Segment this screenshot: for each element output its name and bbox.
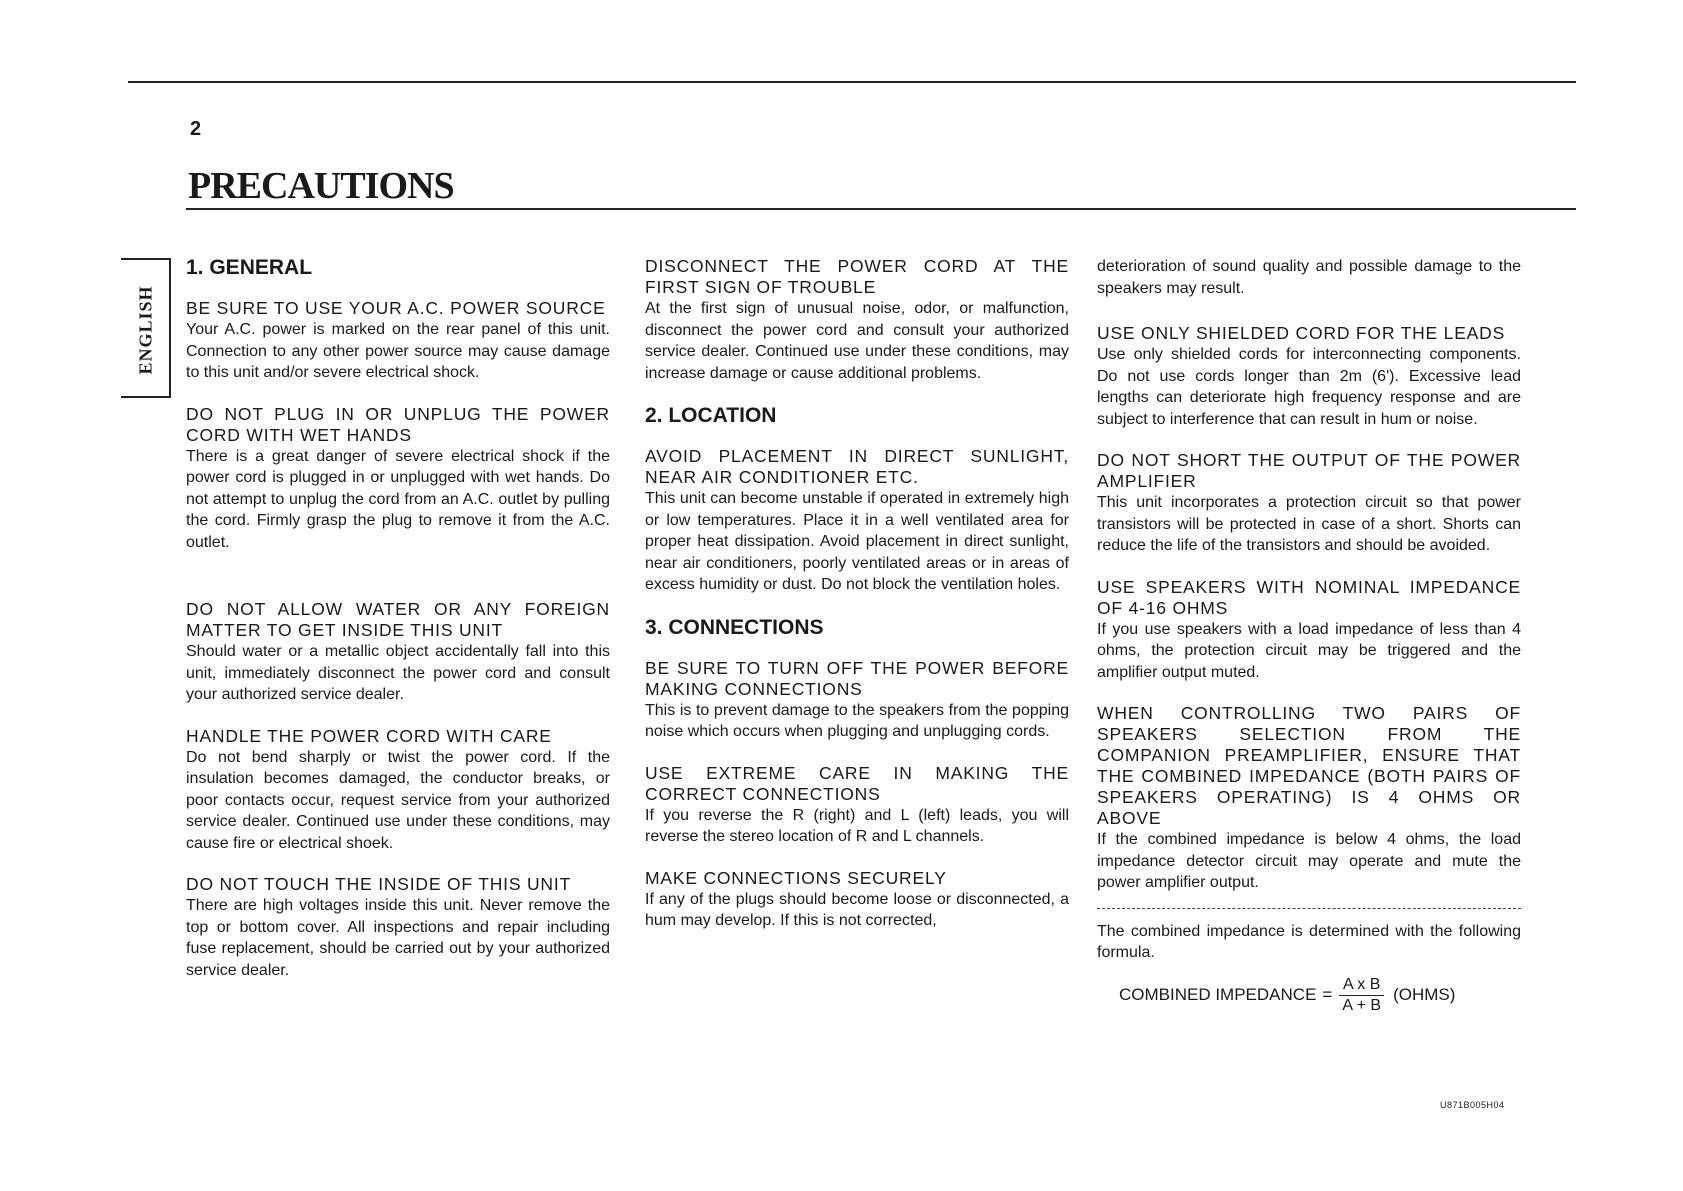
precaution-heading: USE ONLY SHIELDED CORD FOR THE LEADS	[1097, 323, 1506, 343]
column-location-connections	[645, 256, 1069, 952]
precaution-body: Your A.C. power is marked on the rear panel of this unit. Connection to any other power source may cause damage to this unit and/or severe electrical shock.	[186, 321, 610, 381]
formula-label: COMBINED IMPEDANCE	[1119, 985, 1317, 1004]
language-tab	[121, 258, 171, 398]
section-title-connections: 3. CONNECTIONS	[645, 615, 824, 639]
precaution-body: There are high voltages inside this unit. Never remove the top or bottom cover. All inspections and repair including fuse replacement, should be carried out by your authorized service dealer.	[186, 897, 610, 979]
precaution-heading: WHEN CONTROLLING TWO PAIRS OF SPEAKERS SELECTION FROM THE COMPANION PREAMPLIFIER, ENSURE THAT THE COMBINED IMPEDANCE (BOTH PAIRS OF SPEAKERS OPERATING) IS 4 OHMS OR ABOVE	[1097, 703, 1521, 828]
precaution-heading: USE SPEAKERS WITH NOMINAL IMPEDANCE OF 4-16 OHMS	[1097, 576, 1521, 618]
precaution-block	[1097, 450, 1521, 557]
formula-unit: (OHMS)	[1393, 985, 1456, 1004]
formula-fraction	[1338, 976, 1385, 1015]
precaution-block	[1097, 703, 1521, 894]
precaution-block	[186, 599, 610, 706]
precaution-heading: BE SURE TO TURN OFF THE POWER BEFORE MAKING CONNECTIONS	[645, 657, 1069, 699]
precaution-body: This is to prevent damage to the speakers from the popping noise which occurs when plugging and unplugging cords.	[645, 701, 1069, 740]
precaution-heading: AVOID PLACEMENT IN DIRECT SUNLIGHT, NEAR AIR CONDITIONER ETC.	[645, 446, 1069, 487]
precaution-body: If you use speakers with a load impedance of less than 4 ohms, the protection circuit may be triggered and the amplifier output muted.	[1097, 620, 1521, 681]
precaution-heading: MAKE CONNECTIONS SECURELY	[645, 867, 947, 888]
precaution-block	[1097, 577, 1521, 684]
document-code: U871B005H04	[1440, 1100, 1505, 1110]
section-title-general: 1. GENERAL	[186, 256, 313, 279]
formula-equals: =	[1322, 985, 1333, 1004]
top-rule	[128, 81, 1576, 83]
formula-denominator: A + B	[1342, 996, 1382, 1014]
language-tab-label: ENGLISH	[135, 285, 156, 375]
precaution-heading: DO NOT SHORT THE OUTPUT OF THE POWER AMPLIFIER	[1097, 450, 1521, 491]
formula-intro: The combined impedance is determined with the following formula.	[1097, 922, 1521, 961]
precaution-heading: BE SURE TO USE YOUR A.C. POWER SOURCE	[186, 298, 606, 318]
precaution-block	[645, 446, 1069, 596]
precaution-body: If you reverse the R (right) and L (left) leads, you will reverse the stereo location of R and L channels.	[645, 806, 1069, 845]
dashed-divider	[1097, 908, 1521, 909]
precaution-block	[645, 763, 1069, 848]
precaution-body: Do not bend sharply or twist the power cord. If the insulation becomes damaged, the conductor breaks, or poor contacts occur, request service from your authorized service dealer. Continued use under these conditions, may cause fire or electrical shoek.	[186, 748, 610, 852]
precaution-block	[645, 658, 1069, 743]
precaution-block	[186, 298, 610, 384]
precaution-heading: DO NOT TOUCH THE INSIDE OF THIS UNIT	[186, 874, 571, 894]
precaution-body: If any of the plugs should become loose or disconnected, a hum may develop. If this is not corrected,	[645, 890, 1069, 929]
precaution-body: This unit incorporates a protection circuit so that power transistors will be protected in case of a short. Shorts can reduce the life of the transistors and should be avoided.	[1097, 494, 1521, 554]
continuation-text: deterioration of sound quality and possible damage to the speakers may result.	[1097, 258, 1521, 297]
precaution-block	[186, 874, 610, 981]
column-connections-cont	[1097, 256, 1521, 1015]
precaution-block	[186, 404, 610, 554]
precaution-heading: DO NOT ALLOW WATER OR ANY FOREIGN MATTER TO GET INSIDE THIS UNIT	[186, 599, 610, 640]
precaution-body: Use only shielded cords for interconnecting components. Do not use cords longer than 2m (6'). Excessive lead lengths can deteriorate high frequency response and are subject to interference that can result in hum or noise.	[1097, 346, 1521, 428]
precaution-block	[186, 726, 610, 855]
precaution-body: If the combined impedance is below 4 ohms, the load impedance detector circuit may operate and mute the power amplifier output.	[1097, 831, 1521, 891]
impedance-formula	[1119, 976, 1521, 1015]
formula-numerator: A x B	[1339, 976, 1384, 996]
column-general	[186, 256, 610, 1001]
precaution-body: Should water or a metallic object accidentally fall into this unit, immediately disconnect the power cord and consult your authorized service dealer.	[186, 643, 610, 703]
page-title: PRECAUTIONS	[188, 165, 454, 207]
precaution-heading: HANDLE THE POWER CORD WITH CARE	[186, 725, 552, 746]
precaution-body: At the first sign of unusual noise, odor, or malfunction, disconnect the power cord and consult your authorized service dealer. Continued use under these conditions, may increase damage or cause additional problems.	[645, 300, 1069, 382]
precaution-heading: DO NOT PLUG IN OR UNPLUG THE POWER CORD WITH WET HANDS	[186, 403, 610, 445]
precaution-block	[645, 868, 1069, 932]
precaution-heading: USE EXTREME CARE IN MAKING THE CORRECT CONNECTIONS	[645, 762, 1069, 804]
precaution-body: There is a great danger of severe electrical shock if the power cord is plugged in or unplugged with wet hands. Do not attempt to unplug the cord from an A.C. outlet by pulling the cord. Firmly grasp the plug to remove it from the A.C. outlet.	[186, 447, 610, 551]
precaution-body: This unit can become unstable if operated in extremely high or low temperatures. Place it in a well ventilated area for proper heat dissipation. Avoid placement in direct sunlight, near air conditioners, poorly ventilated areas or in areas of excess humidity or dust. Do not block the ventilation holes.	[645, 490, 1069, 593]
precaution-block	[645, 256, 1069, 384]
precaution-block	[1097, 323, 1521, 430]
section-title-location: 2. LOCATION	[645, 404, 777, 427]
precaution-heading: DISCONNECT THE POWER CORD AT THE FIRST SIGN OF TROUBLE	[645, 256, 1069, 297]
page-number: 2	[190, 118, 202, 140]
title-rule	[186, 208, 1576, 210]
